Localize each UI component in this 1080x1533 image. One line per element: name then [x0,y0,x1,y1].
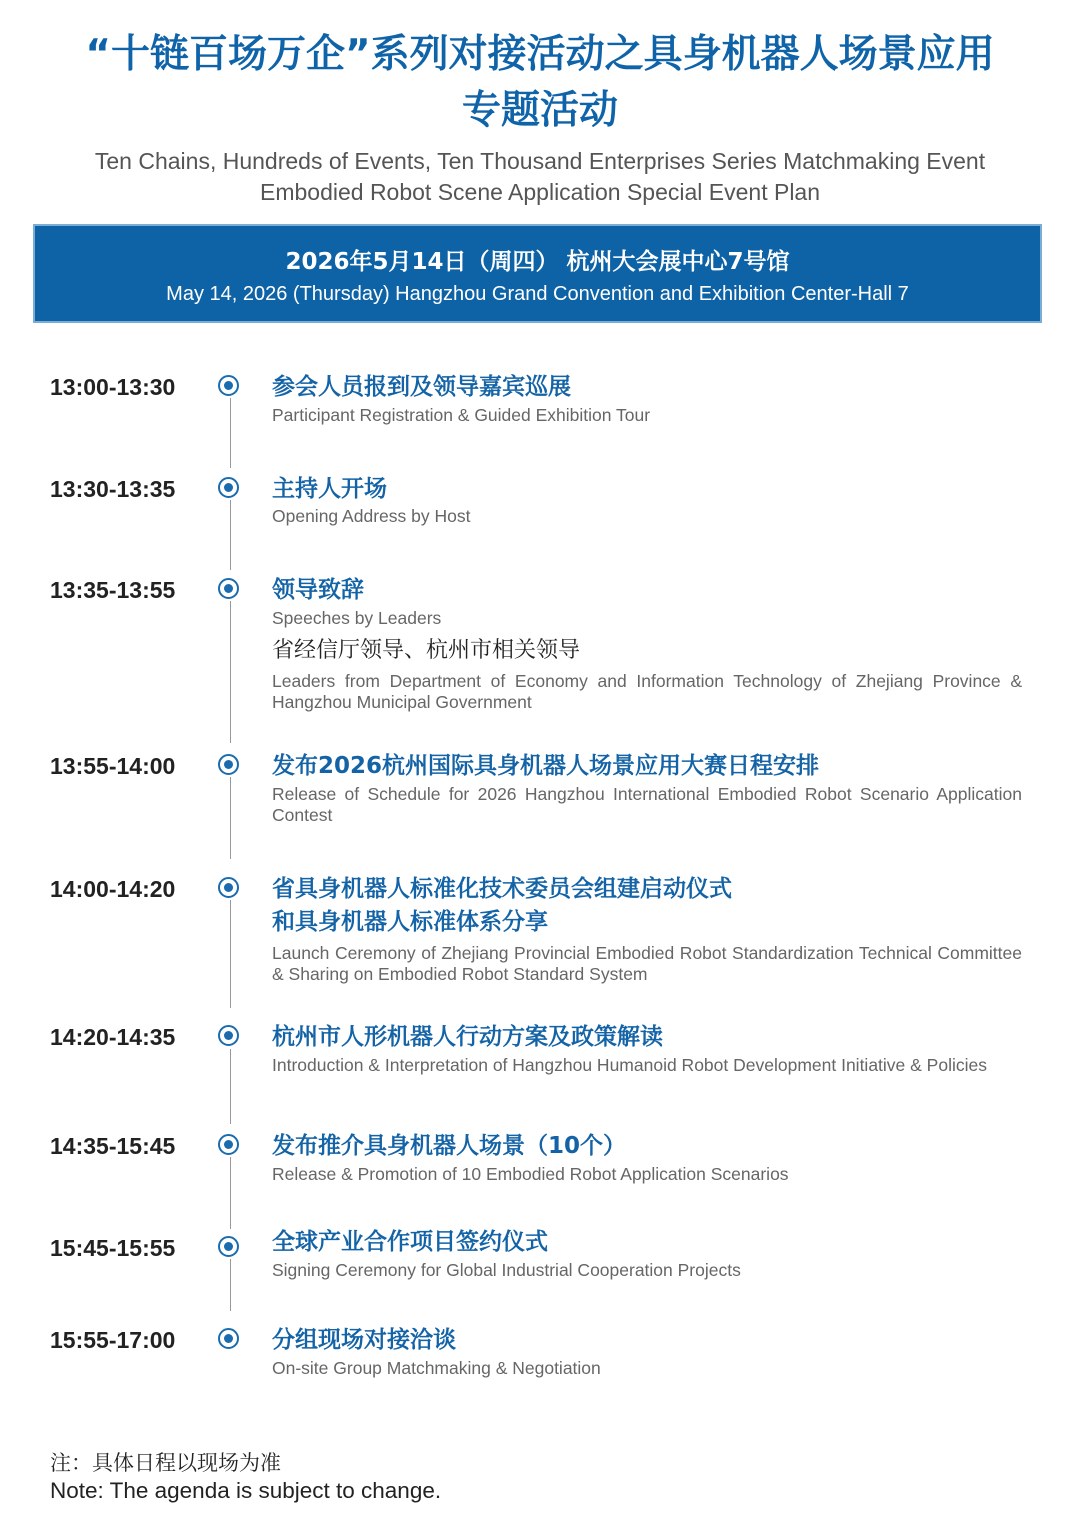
timeline-dot-icon [218,1025,239,1046]
timeline-dot-icon [218,375,239,396]
timeline-connector [230,1259,231,1311]
agenda-title-cn: 杭州市人形机器人行动方案及政策解读 [272,1024,663,1050]
agenda-speakers-cn: 省经信厅领导、杭州市相关领导 [272,638,581,663]
agenda-title-cn: 分组现场对接洽谈 [272,1327,456,1353]
agenda-title-en: Signing Ceremony for Global Industrial Cooperation Projects [272,1260,741,1280]
agenda-time: 14:00-14:20 [50,876,176,902]
agenda-time: 15:45-15:55 [50,1235,176,1261]
timeline-dot-icon [218,754,239,775]
footer-note-cn: 注：具体日程以现场为准 [50,1451,281,1475]
agenda-title-en: Speeches by Leaders [272,608,442,628]
agenda-time: 14:35-15:45 [50,1133,176,1159]
agenda-time: 14:20-14:35 [50,1024,176,1050]
agenda-time: 13:35-13:55 [50,577,176,603]
agenda-title-en: Introduction & Interpretation of Hangzhou Humanoid Robot Development Initiative & Policies [272,1055,987,1075]
agenda-time: 13:55-14:00 [50,753,176,779]
timeline-connector [230,900,231,1008]
agenda-title-cn: 省具身机器人标准化技术委员会组建启动仪式 [272,876,732,902]
agenda-title-cn: 发布2026杭州国际具身机器人场景应用大赛日程安排 [272,753,820,779]
footer-note-en: Note: The agenda is subject to change. [50,1478,442,1503]
agenda-speakers-en: Leaders from Department of Economy and Information Technology of Zhejiang Province & Hangzhou Municipal Government [272,671,1022,712]
banner-date-cn: 2026年5月14日（周四） 杭州大会展中心7号馆 [285,249,790,275]
timeline-dot-icon [218,1236,239,1257]
agenda-title-en: Release & Promotion of 10 Embodied Robot Application Scenarios [272,1164,789,1184]
agenda-title-cn: 主持人开场 [272,476,387,502]
timeline-connector [230,500,231,570]
agenda-title-cn: 全球产业合作项目签约仪式 [272,1229,548,1255]
agenda-title-en: Launch Ceremony of Zhejiang Provincial Embodied Robot Standardization Technical Committee & Sharing on Embodied Robot Standard System [272,943,1022,984]
timeline-dot-icon [218,477,239,498]
agenda-time: 13:30-13:35 [50,476,176,502]
agenda-title-en: Release of Schedule for 2026 Hangzhou International Embodied Robot Scenario Application Contest [272,784,1022,825]
timeline-connector [230,398,231,468]
page-title-en-line2: Embodied Robot Scene Application Special Event Plan [259,179,821,205]
agenda-title-cn: 领导致辞 [272,577,364,603]
agenda-title-cn: 参会人员报到及领导嘉宾巡展 [272,374,571,400]
timeline-dot-icon [218,1328,239,1349]
agenda-time: 13:00-13:30 [50,374,176,400]
timeline-connector [230,1157,231,1229]
agenda-time: 15:55-17:00 [50,1327,176,1353]
event-date-banner [33,224,1042,323]
timeline-dot-icon [218,1134,239,1155]
banner-date-en: May 14, 2026 (Thursday) Hangzhou Grand Convention and Exhibition Center-Hall 7 [166,283,909,305]
agenda-title-en: Participant Registration & Guided Exhibition Tour [272,405,651,425]
page-title-en-line1: Ten Chains, Hundreds of Events, Ten Thousand Enterprises Series Matchmaking Event [94,148,986,174]
timeline-connector [230,601,231,743]
page-title-cn-line1: “十链百场万企”系列对接活动之具身机器人场景应用 [85,32,995,77]
timeline-dot-icon [218,578,239,599]
agenda-title-cn: 发布推介具身机器人场景（10个） [272,1133,627,1159]
agenda-title-en: Opening Address by Host [272,506,471,526]
agenda-title-en: On-site Group Matchmaking & Negotiation [272,1358,601,1378]
timeline-connector [230,1049,231,1124]
timeline-dot-icon [218,877,239,898]
page-title-cn-line2: 专题活动 [461,88,618,133]
agenda-title-cn-line2: 和具身机器人标准体系分享 [272,909,548,935]
timeline-connector [230,777,231,859]
